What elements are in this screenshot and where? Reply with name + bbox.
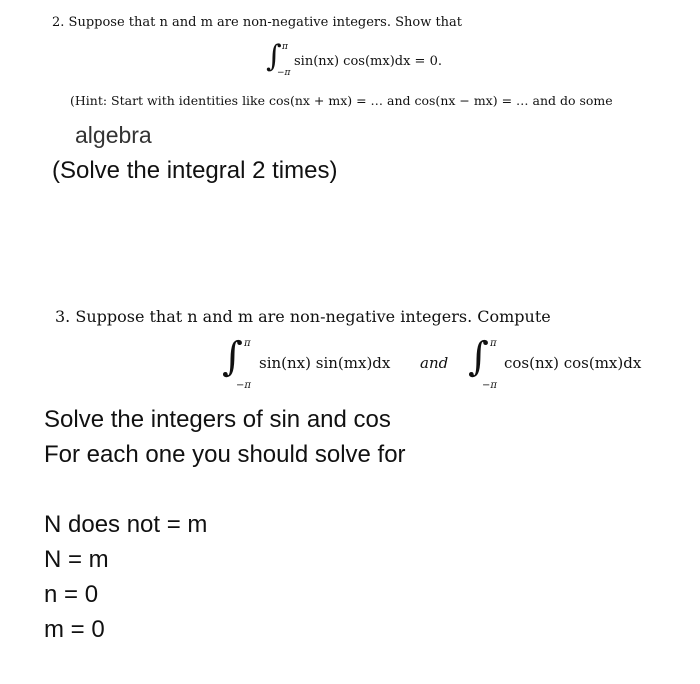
- upper-limit-1: π: [244, 338, 251, 349]
- and-word: and: [420, 354, 449, 372]
- problem-2-integrand: sin(nx) cos(mx)dx = 0.: [294, 54, 442, 69]
- note-algebra: algebra: [75, 122, 152, 148]
- note-line-2: For each one you should solve for: [44, 441, 406, 468]
- integral-sign: ∫: [266, 39, 282, 74]
- lower-limit-2: −π: [482, 380, 497, 391]
- problem-3-integrand-1: sin(nx) sin(mx)dx: [259, 354, 391, 372]
- problem-3-intro: 3. Suppose that n and m are non-negative integers. Compute: [55, 307, 551, 326]
- integral-sign-2: ∫: [468, 334, 489, 380]
- upper-limit: π: [282, 42, 288, 52]
- integral-sign-1: ∫: [222, 334, 243, 380]
- case-n-not-equal-m: N does not = m: [44, 511, 208, 538]
- lower-limit-1: −π: [236, 380, 251, 391]
- problem-2-hint: (Hint: Start with identities like cos(nx + mx) = … and cos(nx − mx) = … and do some: [70, 93, 613, 108]
- problem-2-equation: [266, 39, 456, 82]
- case-n-zero: n = 0: [44, 581, 99, 608]
- case-n-equal-m: N = m: [44, 546, 109, 573]
- problem-3-equation: [222, 336, 662, 396]
- problem-3-integrand-2: cos(nx) cos(mx)dx: [504, 354, 642, 372]
- note-solve-twice: (Solve the integral 2 times): [52, 157, 338, 184]
- lower-limit: −π: [277, 68, 291, 78]
- note-line-1: Solve the integers of sin and cos: [44, 406, 391, 433]
- upper-limit-2: π: [490, 338, 497, 349]
- case-m-zero: m = 0: [44, 616, 105, 643]
- problem-2-intro: 2. Suppose that n and m are non-negative integers. Show that: [52, 15, 463, 30]
